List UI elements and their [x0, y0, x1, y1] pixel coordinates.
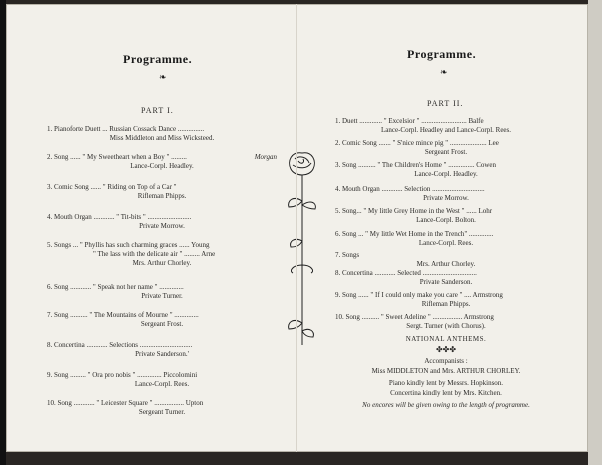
- item-line: 8. Concertina ............ Selected ...............................: [335, 269, 477, 277]
- item-line: 9. Song ...... " If I could only make you care " .... Armstrong: [335, 291, 503, 299]
- item-performer: Private Morrow.: [423, 194, 469, 202]
- item-line: 6. Song ............ " Speak not her name " ..............: [47, 283, 184, 291]
- list-item: [47, 153, 277, 171]
- item-performer: Sergt. Turner (with Chorus).: [406, 322, 486, 330]
- list-item: [335, 185, 557, 203]
- right-ornament-icon: ❧: [440, 67, 448, 77]
- accompanists-names: Miss MIDDLETON and Mrs. ARTHUR CHORLEY.: [371, 367, 521, 375]
- item-line: 7. Song .......... " The Mountains of Mourne " ..............: [47, 311, 199, 319]
- list-item: [335, 291, 557, 309]
- item-performer: Private Morrow.: [139, 222, 185, 230]
- list-item: [47, 241, 277, 268]
- item-line: 3. Song .......... " The Children's Home " ............... Cowen: [335, 161, 497, 169]
- part-one-heading: PART I.: [141, 106, 174, 115]
- list-item: [335, 230, 557, 248]
- left-title: Programme.: [123, 52, 193, 66]
- list-item: [335, 207, 557, 225]
- item-line: 5. Song... " My little Grey Home in the West " ...... Lohr: [335, 207, 493, 215]
- item-performer: Lance-Corpl. Rees.: [134, 380, 190, 388]
- item-line: 10. Song .......... " Sweet Adeline " ................. Armstrong: [335, 313, 494, 321]
- list-item: [335, 313, 557, 331]
- item-performer: Private Turner.: [141, 292, 183, 300]
- item-performer: Rifleman Phipps.: [137, 192, 187, 200]
- list-item: [335, 139, 557, 157]
- list-item: [47, 125, 277, 143]
- background-wall: [588, 0, 602, 465]
- item-performer: Lance-Corpl. Headley and Lance-Corpl. Rees.: [380, 126, 512, 134]
- item-line: 8. Concertina ............ Selections ..............................: [47, 341, 193, 349]
- item-performer: Miss Middleton and Miss Wicksteed.: [109, 134, 215, 142]
- item-line: 4. Mouth Organ ............ Selection ..............................: [335, 185, 485, 193]
- anthem-ornament-icon: ✤✤✤: [435, 345, 457, 354]
- item-performer: Private Sanderson.': [135, 350, 189, 358]
- item-line: " The lass with the delicate air " ......... Arne: [93, 250, 216, 258]
- list-item: [47, 283, 277, 301]
- item-performer: Lance-Corpl. Bolton.: [416, 216, 476, 224]
- item-performer: Sergeant Turner.: [138, 408, 186, 416]
- part-two-heading: PART II.: [427, 99, 464, 108]
- item-line: 1. Pianoforte Duett ... Russian Cossack Dance ...............: [47, 125, 205, 133]
- item-performer: Private Sanderson.: [419, 278, 473, 286]
- list-item: [335, 117, 557, 135]
- item-line: 9. Song ......... " Ora pro nobis " .............. Piccolomini: [47, 371, 198, 379]
- item-line: 2. Song ...... " My Sweetheart when a Boy " .........: [47, 153, 187, 161]
- item-performer: Mrs. Arthur Chorley.: [132, 259, 192, 267]
- list-item: [47, 311, 277, 329]
- list-item: [47, 399, 277, 417]
- item-line: 1. Duett ............. " Excelsior " .......................... Balfe: [335, 117, 484, 125]
- list-item: [335, 251, 557, 269]
- list-item: [47, 371, 277, 389]
- item-line: 7. Songs: [335, 251, 360, 259]
- concertina-credit: Concertina kindly lent by Mrs. Kitchen.: [390, 389, 502, 397]
- item-line: 6. Song ... " My little Wet Home in the Trench" ..............: [335, 230, 494, 238]
- list-item: [335, 161, 557, 179]
- fold-line: [296, 4, 297, 452]
- item-line: 2. Comic Song ....... " S'nice mince pig " ..................... Lee: [335, 139, 499, 147]
- national-anthems: NATIONAL ANTHEMS.: [405, 335, 487, 343]
- rose-illustration: [279, 145, 325, 355]
- item-performer: Lance-Corpl. Headley.: [130, 162, 194, 170]
- item-line: 3. Comic Song ...... " Riding on Top of a Car ": [47, 183, 177, 191]
- item-performer: Sergeant Frost.: [424, 148, 468, 156]
- encores-note: No encores will be given owing to the length of programme.: [362, 401, 530, 409]
- item-performer: Sergeant Frost.: [140, 320, 184, 328]
- item-line: 4. Mouth Organ ............ " Tit-bits " .........................: [47, 213, 192, 221]
- accompanists-label: Accompanists :: [424, 357, 468, 365]
- item-performer: Rifleman Phipps.: [421, 300, 471, 308]
- item-composer: Morgan: [254, 153, 277, 161]
- list-item: [47, 213, 277, 231]
- item-line: 5. Songs ... " Phyllis has such charming graces ...... Young: [47, 241, 210, 249]
- item-performer: Lance-Corpl. Headley.: [414, 170, 478, 178]
- left-ornament-icon: ❧: [159, 72, 167, 82]
- piano-credit: Piano kindly lent by Messrs. Hopkinson.: [388, 379, 504, 387]
- list-item: [47, 341, 277, 359]
- programme-sheet: [6, 4, 588, 452]
- item-performer: Mrs. Arthur Chorley.: [416, 260, 476, 268]
- item-performer: Lance-Corpl. Rees.: [418, 239, 474, 247]
- list-item: [335, 269, 557, 287]
- list-item: [47, 183, 277, 201]
- right-title: Programme.: [407, 47, 477, 61]
- item-line: 10. Song ............ " Leicester Square " ................. Upton: [47, 399, 204, 407]
